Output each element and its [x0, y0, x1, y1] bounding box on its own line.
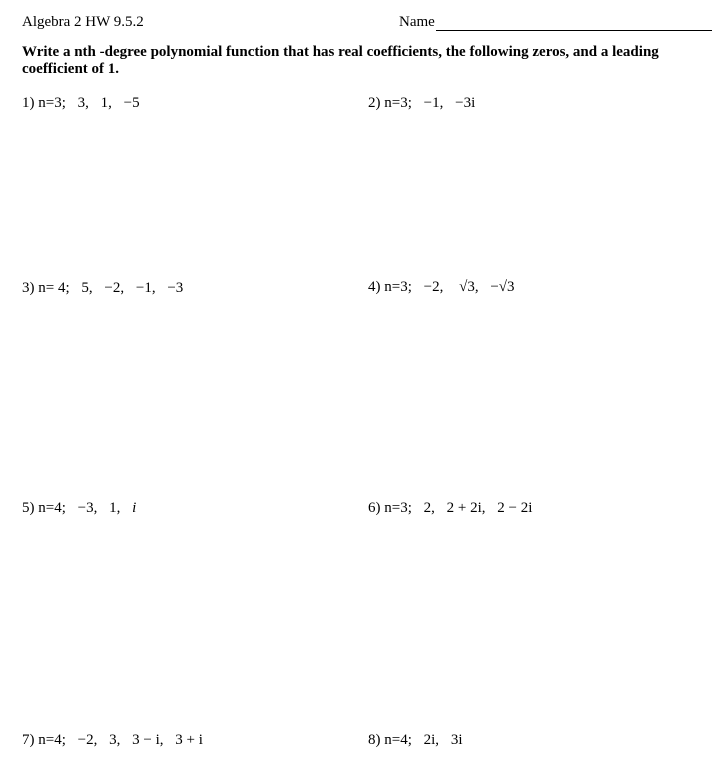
- problem-2: [368, 95, 475, 112]
- problem-degree: n=4;: [384, 732, 412, 748]
- problem-number: 5): [22, 500, 35, 516]
- problem-4: [368, 279, 515, 296]
- problem-degree: n=3;: [384, 500, 412, 516]
- zero: −2,: [77, 732, 98, 748]
- problem-number: 4): [368, 279, 381, 295]
- zero: 1,: [109, 500, 121, 516]
- zero: i: [132, 500, 137, 516]
- zero: 2 − 2i: [497, 500, 533, 516]
- instructions: Write a nth -degree polynomial function that has real coefficients, the following zeros, and a leading coefficient of 1.: [22, 44, 659, 77]
- problem-number: 8): [368, 732, 381, 748]
- problem-number: 3): [22, 280, 35, 296]
- zero: −3i: [455, 95, 476, 111]
- zero: −3,: [77, 500, 98, 516]
- zero: −2,: [423, 279, 444, 295]
- zero: 2i,: [423, 732, 440, 748]
- zero: −1,: [135, 280, 156, 296]
- problem-degree: n=3;: [38, 95, 66, 111]
- zero: −3: [167, 280, 184, 296]
- problem-8: [368, 732, 462, 749]
- name-label: Name: [399, 14, 435, 30]
- zero: 3 + i: [175, 732, 203, 748]
- zero-sqrt-3: √3,: [459, 279, 479, 295]
- problem-7: [22, 732, 203, 749]
- zero: −5: [123, 95, 140, 111]
- problem-degree: n=4;: [38, 732, 66, 748]
- problem-1: [22, 95, 140, 112]
- zero: 3,: [77, 95, 89, 111]
- zero: 2 + 2i,: [446, 500, 486, 516]
- zero: 3 − i,: [132, 732, 164, 748]
- problem-degree: n=4;: [38, 500, 66, 516]
- worksheet-title: Algebra 2 HW 9.5.2: [22, 14, 144, 30]
- zero: 3,: [109, 732, 121, 748]
- zero: 3i: [450, 732, 463, 748]
- problem-number: 6): [368, 500, 381, 516]
- zero: 1,: [100, 95, 112, 111]
- problem-number: 1): [22, 95, 35, 111]
- zero: −1,: [423, 95, 444, 111]
- problem-degree: n=3;: [384, 279, 412, 295]
- zero-neg-sqrt-3: −√3: [490, 279, 515, 295]
- zero: 5,: [81, 280, 93, 296]
- zero: 2,: [423, 500, 435, 516]
- problem-degree: n= 4;: [38, 280, 70, 296]
- problem-number: 7): [22, 732, 35, 748]
- zero: −2,: [104, 280, 125, 296]
- problem-6: [368, 500, 532, 517]
- problem-5: [22, 500, 136, 517]
- problem-degree: n=3;: [384, 95, 412, 111]
- name-blank-line[interactable]: [436, 16, 712, 31]
- name-field[interactable]: [399, 14, 712, 31]
- problem-number: 2): [368, 95, 381, 111]
- problem-3: [22, 280, 183, 297]
